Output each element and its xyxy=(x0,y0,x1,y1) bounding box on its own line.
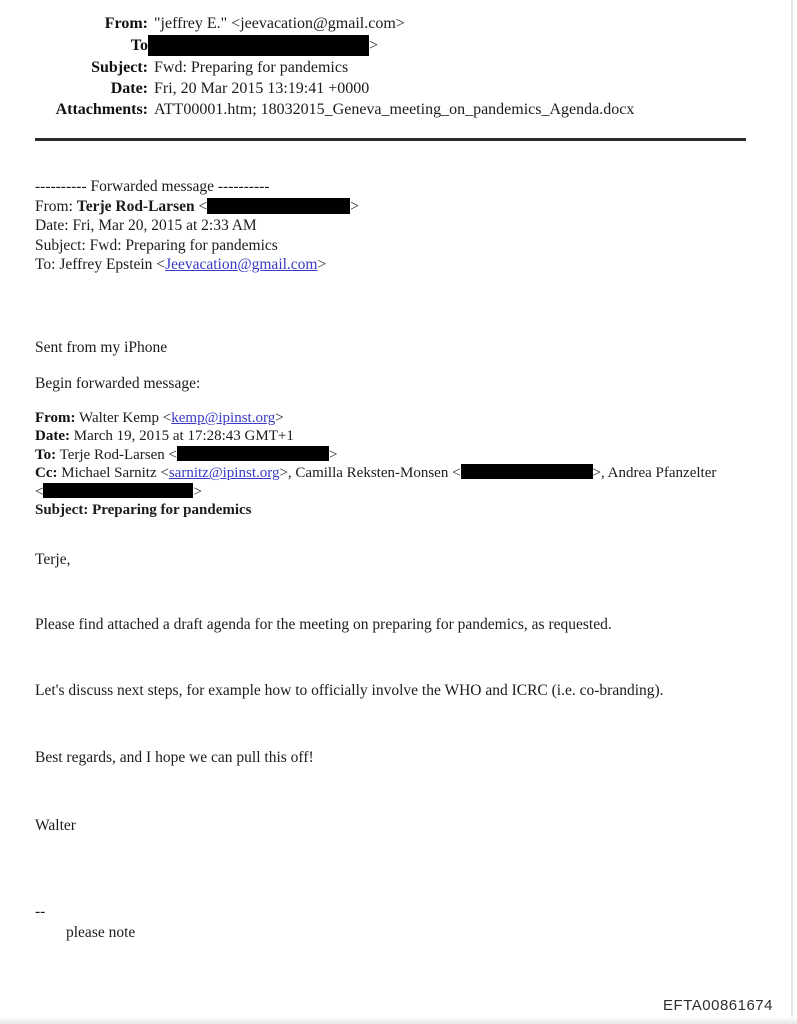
scan-right-edge xyxy=(791,0,793,1024)
forwarded-subject-line: Subject: Fwd: Preparing for pandemics xyxy=(35,236,278,254)
header-divider-rule xyxy=(35,138,746,141)
header-subject-value: Fwd: Preparing for pandemics xyxy=(154,59,349,76)
begin-forwarded-text: Begin forwarded message: xyxy=(35,375,201,392)
inner-to-suffix: > xyxy=(328,446,338,463)
forwarded-to-suffix: > xyxy=(317,256,327,273)
inner-to-label: To: xyxy=(35,446,57,463)
body-paragraph-2: Let's discuss next steps, for example how to officially involve the WHO and ICRC (i.e. co-branding). xyxy=(35,682,664,699)
header-from-value: "jeffrey E." <jeevacation@gmail.com> xyxy=(154,15,405,32)
inner-date-line xyxy=(35,427,780,445)
header-date-label: Date: xyxy=(110,80,148,97)
inner-cc-line-2 xyxy=(35,483,780,501)
forwarded-from-line xyxy=(35,197,359,217)
header-attachments-value: ATT00001.htm; 18032015_Geneva_meeting_on_pandemics_Agenda.docx xyxy=(154,101,635,118)
inner-to-line xyxy=(35,446,780,464)
inner-from-label: From: xyxy=(35,410,76,426)
inner-cc-after-bar: >, Andrea Pfanzelter xyxy=(592,465,717,482)
forwarded-message-divider: ---------- Forwarded message ---------- xyxy=(35,178,270,195)
header-date-row xyxy=(0,78,780,99)
header-from-label: From: xyxy=(104,15,148,32)
inner-email-header xyxy=(35,409,780,519)
body-greeting: Terje, xyxy=(35,551,71,568)
redaction-bar-forwarded-from xyxy=(207,198,350,214)
header-from-row xyxy=(0,13,780,34)
forwarded-from-label: From: xyxy=(35,197,73,215)
header-to-row xyxy=(0,35,780,56)
body-paragraph-3: Best regards, and I hope we can pull this off! xyxy=(35,749,314,766)
header-to-label: To xyxy=(130,37,148,54)
scan-bottom-edge xyxy=(0,1017,797,1024)
forwarded-from-bracket-open: < xyxy=(198,197,208,215)
inner-from-suffix: > xyxy=(275,410,284,426)
redaction-bar-cc-andrea xyxy=(43,483,193,498)
forwarded-from-bracket-close: > xyxy=(350,197,359,215)
inner-cc-label: Cc: xyxy=(35,465,58,482)
sarnitz-email-link[interactable]: sarnitz@ipinst.org xyxy=(168,465,280,482)
inner-cc-pre: Michael Sarnitz < xyxy=(57,465,169,482)
signature-divider: -- xyxy=(35,903,46,920)
redaction-bar-cc-camilla xyxy=(461,464,593,479)
forwarded-to-prefix: To: Jeffrey Epstein < xyxy=(35,256,166,273)
bates-number: EFTA00861674 xyxy=(663,997,773,1014)
inner-cc-line xyxy=(35,464,780,482)
signature-note: please note xyxy=(66,924,136,941)
sent-from-iphone-text: Sent from my iPhone xyxy=(35,339,168,356)
header-subject-row xyxy=(0,57,780,78)
header-date-value: Fri, 20 Mar 2015 13:19:41 +0000 xyxy=(154,80,370,97)
body-signature-name: Walter xyxy=(35,817,76,834)
inner-cc-line2-close: > xyxy=(193,483,202,500)
redaction-bar-inner-to xyxy=(177,446,329,461)
body-paragraph-1: Please find attached a draft agenda for the meeting on preparing for pandemics, as requested. xyxy=(35,616,612,633)
kemp-email-link[interactable]: kemp@ipinst.org xyxy=(171,410,276,426)
header-attachments-label: Attachments: xyxy=(55,101,148,118)
inner-date-label: Date: xyxy=(35,428,70,445)
forwarded-message-block xyxy=(35,177,359,275)
jeevacation-email-link[interactable]: Jeevacation@gmail.com xyxy=(165,256,318,273)
header-to-suffix: > xyxy=(369,37,379,54)
inner-from-line xyxy=(35,409,780,427)
inner-to-pre: Terje Rod-Larsen < xyxy=(56,446,177,463)
forwarded-to-line xyxy=(35,255,359,275)
redaction-bar-to xyxy=(148,35,369,56)
header-subject-label: Subject: xyxy=(91,59,148,76)
forwarded-from-name: Terje Rod-Larsen xyxy=(76,197,195,215)
inner-cc-line2-open: < xyxy=(35,483,44,500)
inner-subject-line: Subject: Preparing for pandemics xyxy=(35,502,252,519)
inner-from-pre: Walter Kemp < xyxy=(75,410,172,426)
inner-date-value: March 19, 2015 at 17:28:43 GMT+1 xyxy=(69,428,294,445)
header-attachments-row xyxy=(0,99,780,120)
inner-cc-mid: >, Camilla Reksten-Monsen < xyxy=(279,465,461,482)
forwarded-date-line: Date: Fri, Mar 20, 2015 at 2:33 AM xyxy=(35,217,257,234)
